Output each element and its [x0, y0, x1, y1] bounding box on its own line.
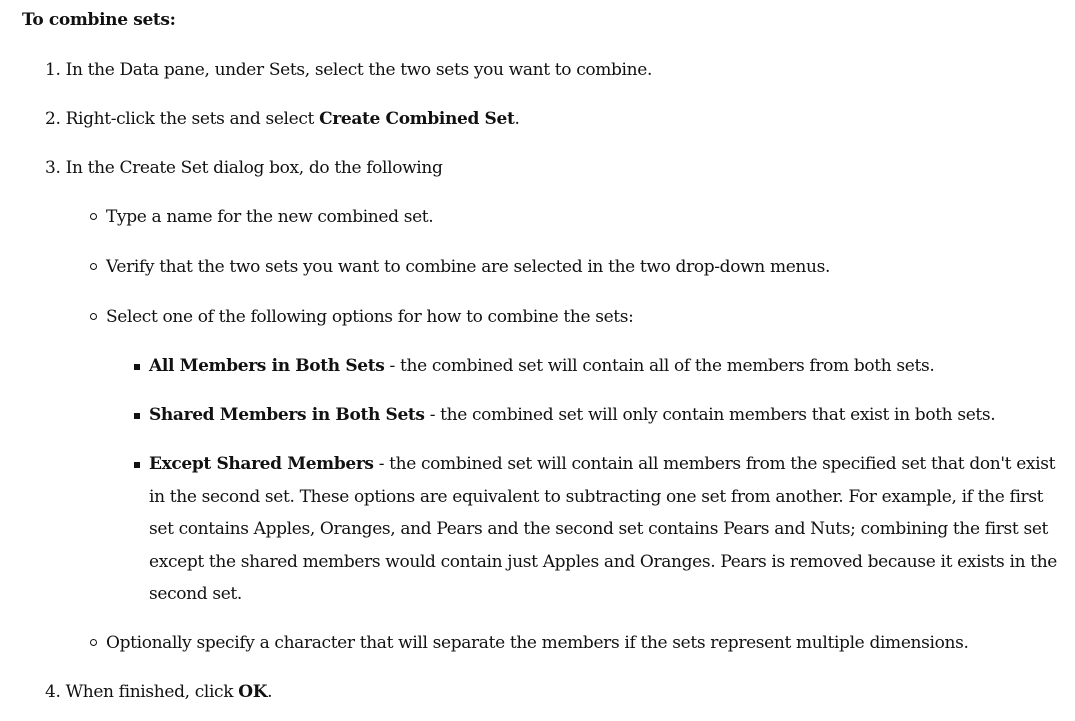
- option-item: [149, 448, 1064, 611]
- section-heading: To combine sets:: [22, 10, 176, 30]
- step-bold-command: Create Combined Set: [319, 109, 515, 129]
- hollow-bullet-icon: [90, 263, 97, 270]
- step-text-after: .: [267, 682, 273, 702]
- step-number: 3.: [45, 158, 61, 178]
- square-bullet-icon: [134, 364, 140, 370]
- step-3: [45, 152, 443, 185]
- square-bullet-icon: [134, 462, 140, 468]
- substep-item: Select one of the following options for how to combine the sets:: [106, 307, 634, 327]
- hollow-bullet-icon: [90, 213, 97, 220]
- option-name: Shared Members in Both Sets: [149, 405, 425, 425]
- step-number: 4.: [45, 682, 61, 702]
- ok-command: OK: [238, 682, 268, 702]
- step-2: [45, 103, 520, 136]
- step-text-before: When finished, click: [65, 682, 239, 702]
- hollow-bullet-icon: [90, 313, 97, 320]
- step-text-after: .: [514, 109, 520, 129]
- substep-item: Verify that the two sets you want to combine are selected in the two drop-down menus.: [106, 257, 831, 277]
- step-text: In the Create Set dialog box, do the following: [65, 158, 443, 178]
- step-1: [45, 54, 652, 87]
- step-number: 2.: [45, 109, 61, 129]
- hollow-bullet-icon: [90, 639, 97, 646]
- substep-item: Type a name for the new combined set.: [106, 207, 434, 227]
- step-text: In the Data pane, under Sets, select the two sets you want to combine.: [65, 60, 653, 80]
- step-text-before: Right-click the sets and select: [65, 109, 320, 129]
- square-bullet-icon: [134, 413, 140, 419]
- option-description: - the combined set will contain all members from the specified set that don't exist in the second set. These options are equivalent to subtracting one set from another. For example, if the first set contains Apples, Oranges, and Pears and the second set contains Pears and Nuts; combining the first set except the shared members would contain just Apples and Oranges. Pears is removed because it exists in the second set.: [149, 454, 1058, 604]
- option-item: [149, 399, 995, 432]
- step-number: 1.: [45, 60, 61, 80]
- step-4: [45, 676, 272, 709]
- option-item: [149, 350, 934, 383]
- option-name: Except Shared Members: [149, 454, 374, 474]
- option-description: - the combined set will only contain members that exist in both sets.: [424, 405, 996, 425]
- option-description: - the combined set will contain all of the members from both sets.: [384, 356, 935, 376]
- substep-item: Optionally specify a character that will separate the members if the sets represent multiple dimensions.: [106, 633, 969, 653]
- option-name: All Members in Both Sets: [149, 356, 385, 376]
